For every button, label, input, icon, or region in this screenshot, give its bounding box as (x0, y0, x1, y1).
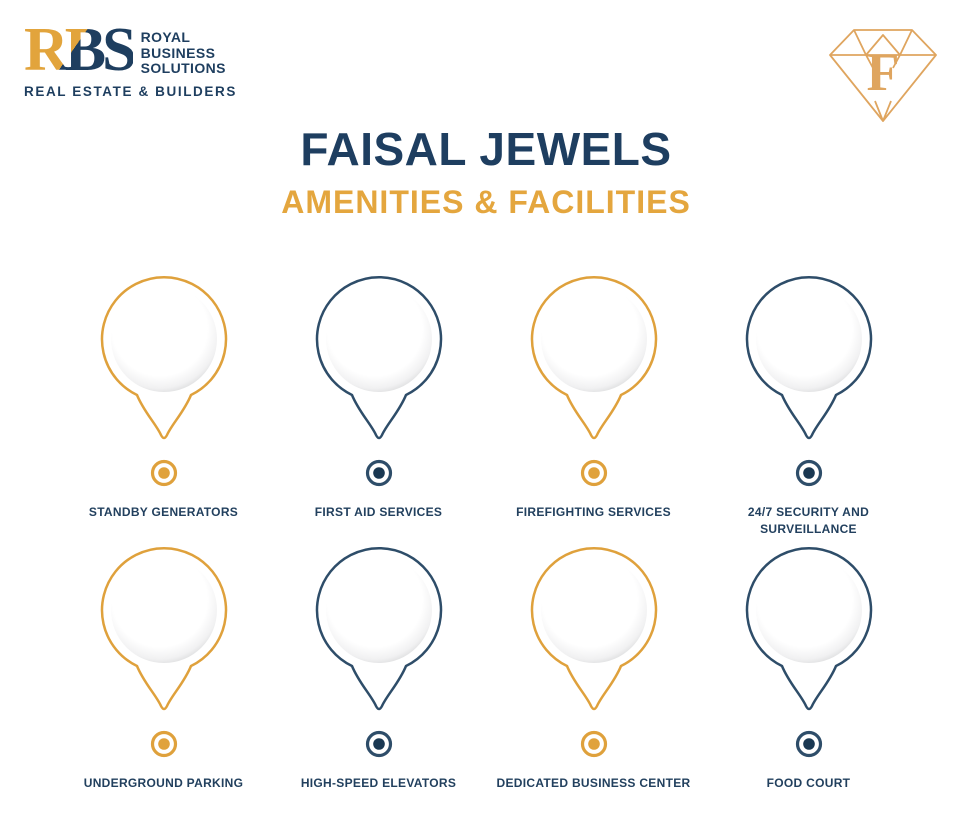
pin-dot (373, 467, 385, 479)
amenity-label: 24/7 SECURITY AND SURVEILLANCE (747, 505, 870, 537)
diamond-letter: F (866, 42, 900, 102)
rbs-monogram: RBS (24, 16, 133, 84)
page-title: FAISAL JEWELS (300, 123, 672, 175)
pin-dot (588, 467, 600, 479)
amenity-label: DEDICATED BUSINESS CENTER (496, 776, 691, 790)
header-titles (0, 122, 972, 221)
pin-dot (158, 467, 170, 479)
amenity-item (701, 271, 916, 540)
pin-marker (729, 542, 889, 774)
pin-dot (373, 738, 385, 750)
amenity-label: FIREFIGHTING SERVICES (516, 505, 671, 519)
amenity-item (56, 542, 271, 811)
rbs-logo (24, 16, 237, 100)
amenity-label: UNDERGROUND PARKING (83, 776, 244, 790)
pin-marker (84, 271, 244, 503)
pin-marker (514, 271, 674, 503)
rbs-wordmark: ROYAL BUSINESS SOLUTIONS (140, 29, 226, 77)
amenities-grid (56, 271, 916, 811)
pin-dot (588, 738, 600, 750)
pin-dot (803, 467, 815, 479)
amenity-item (486, 542, 701, 811)
pin-marker (514, 542, 674, 774)
pin-marker (299, 542, 459, 774)
pin-marker (299, 271, 459, 503)
faisal-jewels-diamond-icon (822, 24, 944, 126)
pin-dot (158, 738, 170, 750)
amenity-item (56, 271, 271, 540)
amenity-item (271, 271, 486, 540)
top-bar (0, 0, 972, 108)
rbs-tagline: REAL ESTATE & BUILDERS (24, 84, 237, 100)
amenity-item (701, 542, 916, 811)
page-subtitle: AMENITIES & FACILITIES (281, 184, 691, 220)
pin-marker (84, 542, 244, 774)
amenity-item (271, 542, 486, 811)
pin-dot (803, 738, 815, 750)
amenity-label: HIGH-SPEED ELEVATORS (300, 776, 457, 790)
pin-marker (729, 271, 889, 503)
amenity-label: FIRST AID SERVICES (314, 505, 443, 519)
amenity-label: STANDBY GENERATORS (88, 505, 239, 519)
amenity-label: FOOD COURT (766, 776, 851, 790)
amenity-item (486, 271, 701, 540)
